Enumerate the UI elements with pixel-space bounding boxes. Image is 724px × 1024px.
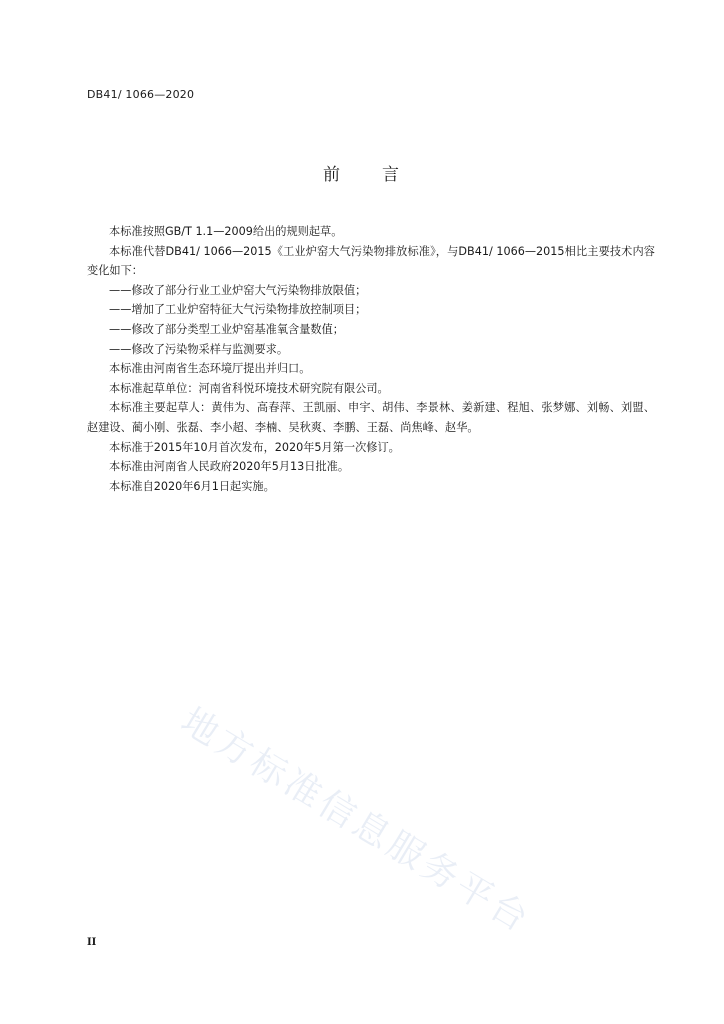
change-item-1: ——修改了部分行业工业炉窑大气污染物排放限值； bbox=[109, 283, 367, 297]
paragraph-effective-date: 本标准自2020年6月1日起实施。 bbox=[109, 479, 275, 493]
section-title-part-1: 前 bbox=[323, 165, 342, 185]
paragraph-drafting-unit: 本标准起草单位：河南省科悦环境技术研究院有限公司。 bbox=[109, 381, 389, 395]
change-item-3: ——修改了部分类型工业炉窑基准氧含量数值； bbox=[109, 322, 344, 336]
page-number: II bbox=[87, 937, 97, 948]
foreword-body bbox=[87, 222, 655, 496]
section-title-part-2: 言 bbox=[382, 165, 401, 185]
watermark: 地方标准信息服务平台 bbox=[173, 700, 538, 942]
section-title bbox=[0, 160, 724, 185]
change-item-4: ——修改了污染物采样与监测要求。 bbox=[109, 342, 289, 356]
paragraph-drafting-rules: 本标准按照GB/T 1.1—2009给出的规则起草。 bbox=[109, 225, 343, 238]
paragraph-publication-history: 本标准于2015年10月首次发布，2020年5月第一次修订。 bbox=[109, 440, 400, 454]
paragraph-replacement: 本标准代替DB41/ 1066—2015《工业炉窑大气污染物排放标准》，与DB41/ 1066—2015相比主要技术内容变化如下： bbox=[87, 244, 655, 278]
paragraph-approval: 本标准由河南省人民政府2020年5月13日批准。 bbox=[109, 460, 350, 474]
paragraph-drafters: 本标准主要起草人：黄伟为、高春萍、王凯丽、申宇、胡伟、李景林、姜新建、程旭、张梦娜、刘畅、刘盟、赵建设、蔺小刚、张磊、李小超、李楠、吴秋爽、李鹏、王磊、尚焦峰、赵华。 bbox=[87, 401, 655, 434]
paragraph-proposer: 本标准由河南省生态环境厅提出并归口。 bbox=[109, 362, 311, 376]
document-code: DB41/ 1066—2020 bbox=[87, 88, 195, 101]
change-item-2: ——增加了工业炉窑特征大气污染物排放控制项目； bbox=[109, 303, 367, 317]
